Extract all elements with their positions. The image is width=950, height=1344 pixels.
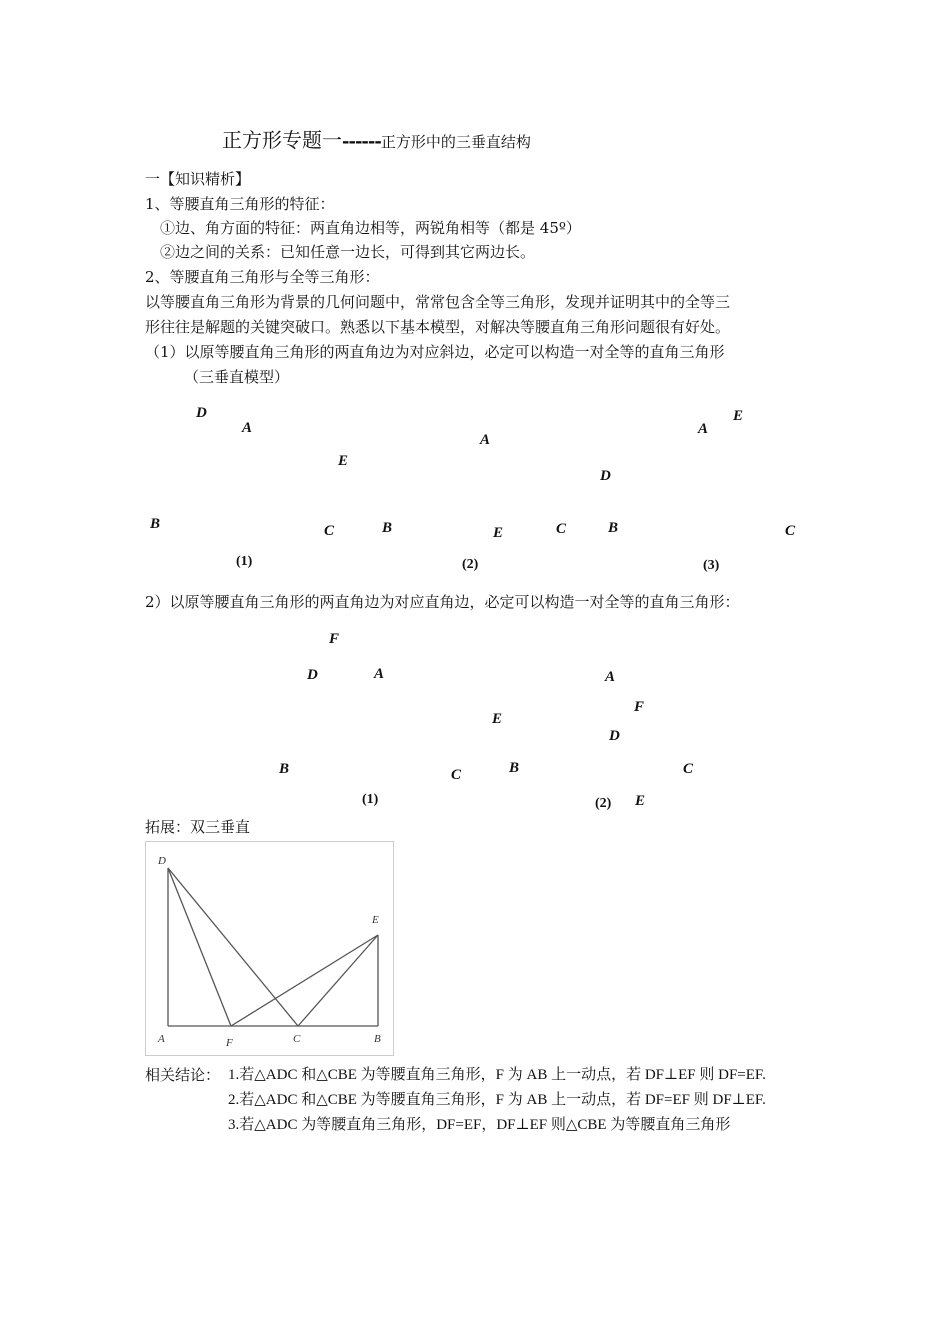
- point-label: D: [158, 855, 166, 867]
- item-1a: ①边、角方面的特征：两直角边相等，两锐角相等（都是 45º）: [160, 219, 581, 237]
- point-label: B: [150, 516, 161, 532]
- segment-df: [168, 868, 231, 1026]
- title-dashes: ------: [342, 131, 381, 152]
- point-label: B: [374, 1033, 381, 1045]
- paragraph-line-2: 形往往是解题的关键突破口。熟悉以下基本模型，对解决等腰直角三角形问题很有好处。: [145, 318, 731, 336]
- figure-caption: (1): [362, 792, 379, 807]
- conclusions-lead: 相关结论：: [145, 1066, 221, 1084]
- point-label: A: [480, 432, 491, 448]
- segment-fe: [231, 935, 378, 1026]
- conclusion-3: 3.若△ADC 为等腰直角三角形，DF=EF，DF⊥EF 则△CBE 为等腰直角三角形: [228, 1117, 731, 1133]
- point-label: F: [226, 1037, 233, 1049]
- case-1-line-1: （1）以原等腰直角三角形的两直角边为对应斜边，必定可以构造一对全等的直角三角形: [145, 343, 725, 361]
- point-label: E: [733, 408, 744, 424]
- conclusion-1: 1.若△ADC 和△CBE 为等腰直角三角形，F 为 AB 上一动点，若 DF⊥EF 则 DF=EF.: [228, 1067, 766, 1083]
- item-2: 2、等腰直角三角形与全等三角形：: [145, 268, 380, 286]
- segment-ce: [298, 935, 378, 1026]
- point-label: D: [609, 728, 620, 744]
- figure-caption: (3): [703, 558, 720, 573]
- point-label: E: [493, 525, 504, 541]
- paragraph-line-1: 以等腰直角三角形为背景的几何问题中，常常包含全等三角形，发现并证明其中的全等三: [145, 293, 731, 311]
- point-label: A: [374, 666, 385, 682]
- extension-heading: 拓展：双三垂直: [145, 818, 251, 836]
- point-label: C: [556, 521, 567, 537]
- point-label: E: [338, 453, 349, 469]
- point-label: E: [372, 914, 379, 926]
- title-subtitle: 正方形中的三垂直结构: [380, 133, 531, 151]
- case-2: 2）以原等腰直角三角形的两直角边为对应直角边，必定可以构造一对全等的直角三角形：: [145, 593, 740, 611]
- item-1b: ②边之间的关系：已知任意一边长，可得到其它两边长。: [160, 243, 536, 261]
- double-three-perpendicular-figure: [145, 841, 394, 1056]
- point-label: D: [196, 405, 207, 421]
- point-label: E: [635, 793, 646, 809]
- point-label: B: [279, 761, 290, 777]
- page-title: [222, 124, 531, 153]
- figure-caption: (2): [595, 796, 612, 811]
- point-label: D: [600, 468, 611, 484]
- case-1-line-2: （三垂直模型）: [184, 368, 290, 386]
- point-label: F: [329, 631, 340, 647]
- point-label: D: [307, 667, 318, 683]
- section-heading: 一【知识精析】: [145, 170, 251, 188]
- point-label: B: [608, 520, 619, 536]
- point-label: F: [634, 699, 645, 715]
- point-label: A: [605, 669, 616, 685]
- title-main: 正方形专题一: [222, 128, 342, 152]
- point-label: A: [242, 420, 253, 436]
- point-label: B: [382, 520, 393, 536]
- point-label: C: [293, 1033, 301, 1045]
- point-label: A: [698, 421, 709, 437]
- figure-caption: (1): [236, 554, 253, 569]
- point-label: C: [683, 761, 694, 777]
- point-label: E: [492, 711, 503, 727]
- point-label: C: [324, 523, 335, 539]
- geometry-diagram: [146, 842, 393, 1055]
- item-1: 1、等腰直角三角形的特征：: [145, 195, 335, 213]
- point-label: B: [509, 760, 520, 776]
- point-label: A: [158, 1033, 165, 1045]
- figure-caption: (2): [462, 557, 479, 572]
- segment-dc: [168, 868, 298, 1026]
- point-label: C: [451, 767, 462, 783]
- conclusion-2: 2.若△ADC 和△CBE 为等腰直角三角形，F 为 AB 上一动点，若 DF=EF 则 DF⊥EF.: [228, 1092, 766, 1108]
- point-label: C: [785, 523, 796, 539]
